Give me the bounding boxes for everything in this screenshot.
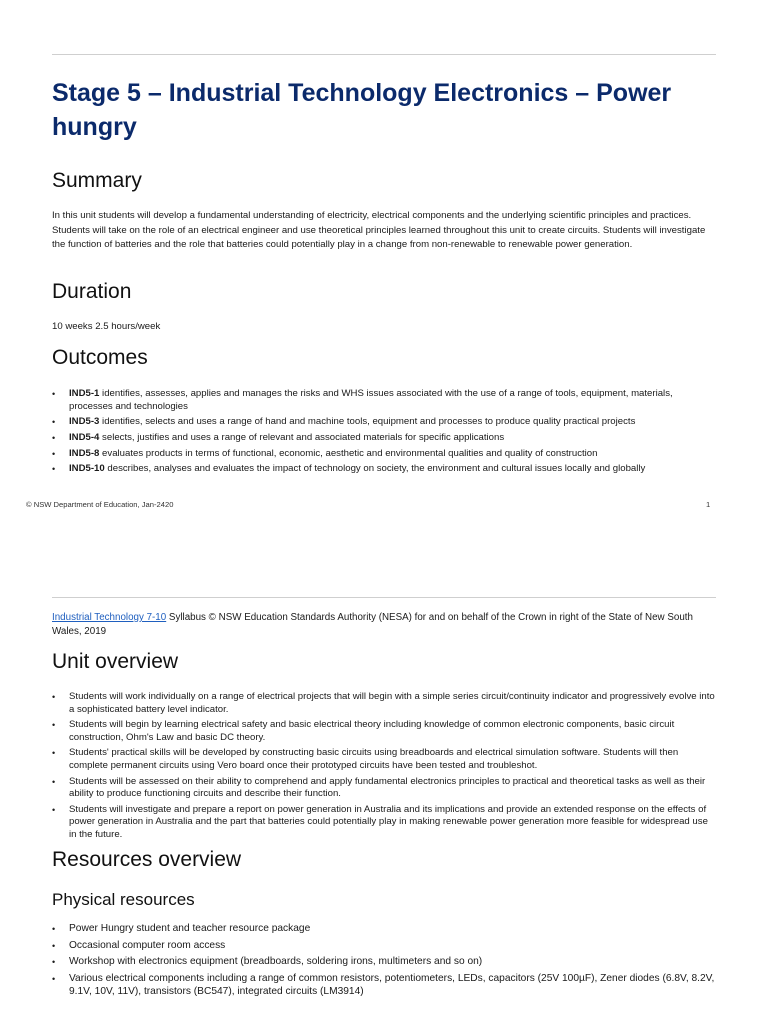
outcome-text: selects, justifies and uses a range of relevant and associated materials for specific applications (99, 431, 505, 443)
list-item (52, 448, 716, 461)
list-item (52, 747, 716, 772)
unit-overview-list (52, 691, 716, 844)
list-item-text: Occasional computer room access (69, 939, 226, 951)
bullet-icon: • (52, 417, 56, 428)
bullet-icon: • (52, 974, 56, 985)
list-item-text: Students will investigate and prepare a report on power generation in Australia and its implications and provide an extended response on the effects of power generation in Australia and the part that batteries could potentially play in making renewable power generation more feasible for widespread use in the future. (69, 803, 708, 840)
syllabus-link[interactable]: Industrial Technology 7-10 (52, 612, 167, 623)
outcome-text: identifies, selects and uses a range of hand and machine tools, equipment and processes to produce quality practical projects (99, 416, 636, 428)
list-item (52, 956, 716, 969)
list-item (52, 432, 716, 445)
footer-copyright: © NSW Department of Education, Jan-2420 (26, 500, 174, 509)
list-item (52, 416, 716, 429)
list-item-text: Power Hungry student and teacher resource package (69, 923, 311, 934)
list-item-text: Students will work individually on a range of electrical projects that will begin with a simple series circuit/continuity indicator and progressively evolve into a sophisticated battery level indicator. (69, 691, 715, 715)
summary-text: In this unit students will develop a fundamental understanding of electricity, electrical components and the underlying scientific principles and practices. Students will take on the role of an electrical engineer and use theoretical principles learned throughout this unit to create circuits. Students will investigate the function of batteries and the role that batteries could potentially play in a change from non-renewable to renewable power generation. (52, 210, 706, 250)
list-item (52, 388, 716, 413)
bullet-icon: • (52, 924, 56, 934)
outcome-text: identifies, assesses, applies and manages the risks and WHS issues associated with the use of a range of tools, equipment, materials, processes and technologies (69, 388, 673, 412)
page-break-rule (52, 597, 716, 598)
list-item (52, 776, 716, 801)
list-item-text: Students' practical skills will be developed by constructing basic circuits using breadboards and electrical simulation software. Students will then complete permanent circuits using Vero board once their prototyped circuits have been tested and troubleshot. (69, 747, 679, 771)
duration-text: 10 weeks 2.5 hours/week (52, 321, 161, 332)
bullet-icon: • (52, 448, 56, 459)
bullet-icon: • (52, 720, 56, 731)
outcome-code: IND5-8 (69, 447, 100, 459)
list-item (52, 463, 716, 476)
outcome-code: IND5-10 (69, 463, 105, 475)
list-item (52, 804, 716, 842)
outcomes-list (52, 388, 716, 479)
list-item (52, 923, 716, 936)
outcome-code: IND5-4 (69, 431, 100, 443)
page-title: Stage 5 – Industrial Technology Electronics – Power hungry (52, 79, 672, 141)
outcomes-heading: Outcomes (52, 346, 148, 369)
syllabus-credit (52, 611, 718, 639)
outcome-text: describes, analyses and evaluates the impact of technology on society, the environment and cultural issues locally and globally (104, 463, 646, 475)
list-item-text: Students will be assessed on their ability to comprehend and apply fundamental electronics principles to practical and theoretical tasks as well as their ability to produce functioning circuits and describe their function. (69, 775, 706, 800)
list-item-text: Various electrical components including a range of common resistors, potentiometers, LEDs, capacitors (25V 100µF), Zener diodes (6.8V, 8.2V, 9.1V, 10V, 11V), transistors (BC547), integrated circuits (LM3914) (69, 973, 715, 997)
bullet-icon: • (52, 804, 56, 815)
list-item (52, 691, 716, 716)
physical-resources-list (52, 923, 716, 1003)
list-item (52, 719, 716, 744)
list-item (52, 973, 716, 999)
outcome-code: IND5-3 (69, 416, 100, 428)
bullet-icon: • (52, 432, 56, 443)
syllabus-credit-text: Syllabus © NSW Education Standards Authority (NESA) for and on behalf of the Crown in right of the State of New South Wales, 2019 (52, 612, 693, 637)
bullet-icon: • (52, 776, 56, 787)
list-item-text: Students will begin by learning electrical safety and basic electrical theory including knowledge of common electronic components, basic circuit construction, Ohm's Law and basic DC theory. (69, 719, 675, 743)
bullet-icon: • (52, 940, 56, 951)
bullet-icon: • (52, 692, 56, 702)
physical-resources-heading: Physical resources (52, 890, 195, 909)
resources-overview-heading: Resources overview (52, 848, 242, 871)
unit-overview-heading: Unit overview (52, 650, 179, 673)
footer-page-number: 1 (706, 500, 711, 509)
bullet-icon: • (52, 748, 56, 759)
top-rule (52, 54, 716, 55)
summary-heading: Summary (52, 169, 142, 192)
list-item-text: Workshop with electronics equipment (breadboards, soldering irons, multimeters and so on) (69, 956, 483, 968)
bullet-icon: • (52, 389, 56, 399)
list-item (52, 940, 716, 953)
duration-heading: Duration (52, 280, 132, 303)
bullet-icon: • (52, 957, 56, 968)
outcome-text: evaluates products in terms of functional, economic, aesthetic and environmental qualities and quality of construction (99, 447, 598, 459)
outcome-code: IND5-1 (69, 388, 100, 399)
bullet-icon: • (52, 464, 56, 475)
